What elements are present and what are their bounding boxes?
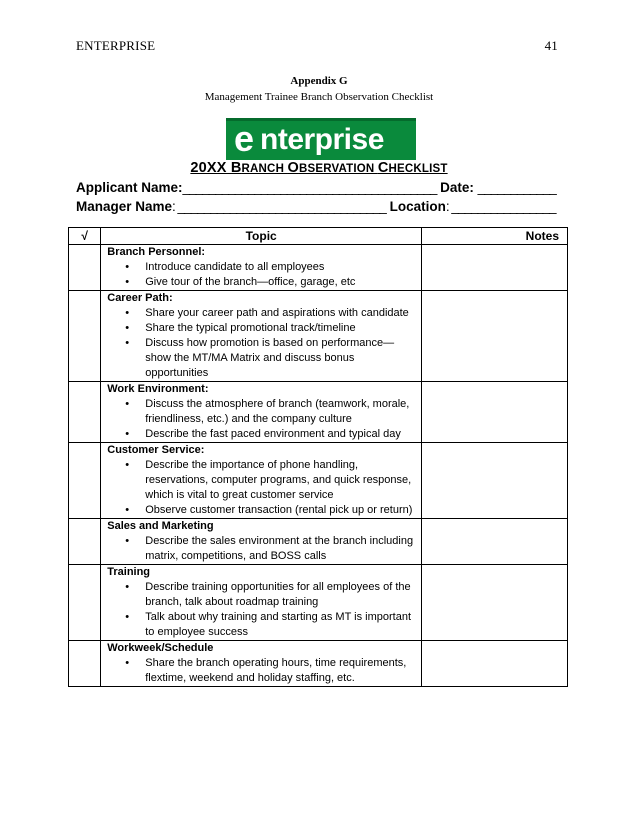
page-number: 41 bbox=[544, 38, 558, 53]
table-row bbox=[69, 291, 568, 382]
category-label: Branch Personnel: bbox=[107, 246, 206, 258]
enterprise-logo-graphic bbox=[226, 118, 416, 160]
topic-cell bbox=[101, 519, 422, 565]
notes-cell[interactable] bbox=[422, 641, 568, 687]
observation-table bbox=[68, 227, 568, 687]
title-part-main: 20XX B bbox=[190, 160, 242, 176]
manager-name-label: Manager Name bbox=[76, 199, 173, 214]
topic-list bbox=[107, 656, 418, 686]
enterprise-logo bbox=[226, 118, 416, 160]
topic-list bbox=[107, 580, 418, 640]
date-label: Date: bbox=[440, 180, 474, 195]
topic-cell bbox=[101, 443, 422, 519]
notes-cell[interactable] bbox=[422, 519, 568, 565]
check-cell[interactable] bbox=[69, 565, 101, 641]
appendix-label: Appendix G bbox=[290, 75, 348, 87]
table-row bbox=[69, 382, 568, 443]
notes-cell[interactable] bbox=[422, 245, 568, 291]
logo-top-edge bbox=[226, 118, 416, 121]
list-item: • Share your career path and aspirations with candidate bbox=[145, 306, 418, 321]
appendix-heading bbox=[0, 73, 638, 105]
check-cell[interactable] bbox=[69, 519, 101, 565]
check-column-header: √ bbox=[69, 228, 101, 245]
notes-cell[interactable] bbox=[422, 291, 568, 382]
notes-cell[interactable] bbox=[422, 565, 568, 641]
topic-list bbox=[107, 397, 418, 442]
notes-column-header: Notes bbox=[422, 228, 568, 245]
category-label: Career Path: bbox=[107, 292, 173, 304]
table-row bbox=[69, 519, 568, 565]
list-item: • Share the typical promotional track/timeline bbox=[145, 321, 418, 336]
notes-cell[interactable] bbox=[422, 382, 568, 443]
location-field[interactable]: : ________________ bbox=[445, 199, 556, 214]
check-cell[interactable] bbox=[69, 382, 101, 443]
category-label: Sales and Marketing bbox=[107, 520, 214, 532]
table-header-row bbox=[69, 228, 568, 245]
list-item: • Talk about why training and starting as MT is important to employee success bbox=[145, 610, 418, 640]
title-part-hecklist: HECKLIST bbox=[388, 163, 448, 175]
title-part-ranch: RANCH bbox=[241, 163, 288, 175]
applicant-line bbox=[76, 180, 556, 195]
check-cell[interactable] bbox=[69, 291, 101, 382]
topic-cell bbox=[101, 382, 422, 443]
list-item: • Describe the importance of phone handling, reservations, computer programs, and quick response, which is vital to great customer service bbox=[145, 458, 418, 503]
title-part-bservation: BSERVATION bbox=[298, 163, 378, 175]
table-row bbox=[69, 245, 568, 291]
topic-cell bbox=[101, 245, 422, 291]
location-label: Location bbox=[389, 199, 446, 214]
category-label: Work Environment: bbox=[107, 383, 209, 395]
title-part-c: C bbox=[377, 160, 389, 176]
topic-cell bbox=[101, 291, 422, 382]
list-item: • Observe customer transaction (rental pick up or return) bbox=[145, 503, 418, 518]
topic-list bbox=[107, 306, 418, 381]
manager-name-field[interactable]: : ________________________________ bbox=[172, 199, 386, 214]
running-header bbox=[76, 38, 558, 54]
title-part-o: O bbox=[287, 160, 299, 176]
category-label: Workweek/Schedule bbox=[107, 642, 214, 654]
appendix-subtitle: Management Trainee Branch Observation Checklist bbox=[204, 91, 434, 103]
list-item: • Describe the sales environment at the branch including matrix, competitions, and BOSS calls bbox=[145, 534, 418, 564]
topic-list bbox=[107, 458, 418, 518]
applicant-name-label: Applicant Name: bbox=[76, 180, 183, 195]
check-cell[interactable] bbox=[69, 443, 101, 519]
category-label: Customer Service: bbox=[107, 444, 205, 456]
list-item: • Share the branch operating hours, time requirements, flextime, weekend and holiday staffing, etc. bbox=[145, 656, 418, 686]
topic-list bbox=[107, 534, 418, 564]
checklist-title bbox=[0, 160, 638, 176]
table-row bbox=[69, 641, 568, 687]
table-row bbox=[69, 565, 568, 641]
list-item: • Introduce candidate to all employees bbox=[145, 260, 418, 275]
list-item: • Describe the fast paced environment and typical day bbox=[145, 427, 418, 442]
manager-line bbox=[76, 199, 555, 214]
logo-wordmark: nterprise bbox=[260, 123, 384, 156]
running-title: ENTERPRISE bbox=[76, 38, 156, 53]
topic-column-header: Topic bbox=[101, 228, 422, 245]
list-item: • Discuss the atmosphere of branch (teamwork, morale, friendliness, etc.) and the company culture bbox=[145, 397, 418, 427]
applicant-name-field[interactable]: _______________________________________ bbox=[182, 180, 437, 195]
date-field[interactable]: ____________ bbox=[477, 180, 556, 195]
topic-list bbox=[107, 260, 418, 290]
topic-cell bbox=[101, 565, 422, 641]
category-label: Training bbox=[107, 566, 151, 578]
check-cell[interactable] bbox=[69, 245, 101, 291]
logo-letter-e: e bbox=[234, 118, 255, 159]
list-item: • Discuss how promotion is based on performance—show the MT/MA Matrix and discuss bonus opportunities bbox=[145, 336, 418, 381]
topic-cell bbox=[101, 641, 422, 687]
check-cell[interactable] bbox=[69, 641, 101, 687]
table-row bbox=[69, 443, 568, 519]
list-item: • Give tour of the branch—office, garage, etc bbox=[145, 275, 418, 290]
list-item: • Describe training opportunities for all employees of the branch, talk about roadmap training bbox=[145, 580, 418, 610]
notes-cell[interactable] bbox=[422, 443, 568, 519]
